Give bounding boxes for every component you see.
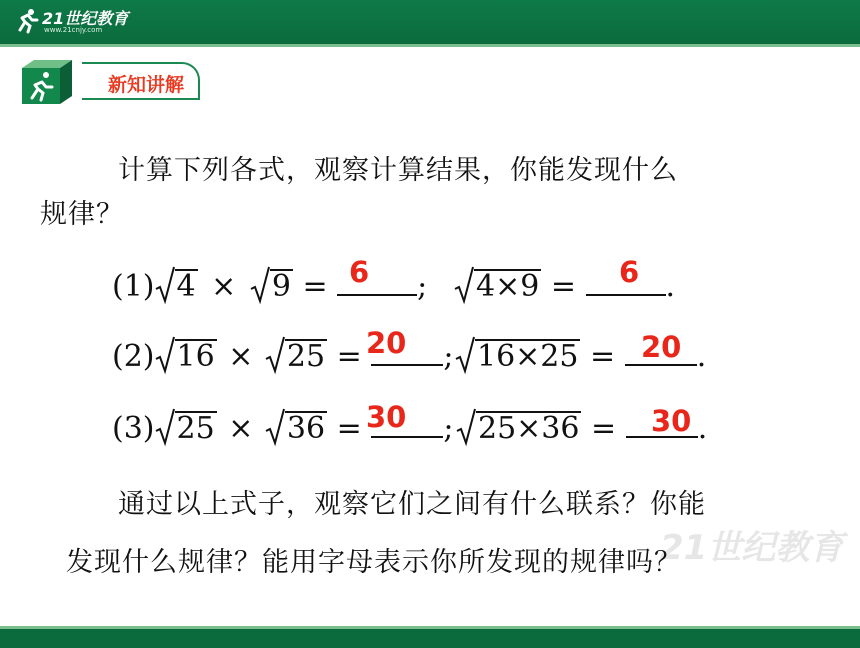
separator: ; [443,411,454,446]
logo-url: www.21cnjy.com [44,26,103,34]
answer-3-right: 30 [651,404,692,438]
radicand: 16 [176,339,215,374]
question-line-1: 通过以上式子，观察它们之间有什么联系？你能 [118,489,706,520]
top-banner [0,0,860,47]
sqrt-term [456,411,581,446]
radicand: 25 [286,339,326,374]
answer-3-left: 30 [366,400,407,434]
question-line-2: 发现什么规律？能用字母表示你所发现的规律吗？ [66,547,682,578]
radicand: 4 [176,269,196,304]
sqrt-term [454,269,541,304]
problem-2-left: (2) 16 × 25 = ; [112,339,454,374]
watermark-logo: 21世纪教育 [660,528,844,568]
problem-1-right: 4×9 = . [454,268,675,308]
intro-line-2: 规律？ [40,199,124,230]
problem-3-left: (3) 25 × 36 = ; [112,411,454,446]
sqrt-term [155,269,198,304]
problem-2-right: 16×25 = . [455,338,706,378]
radicand: 25 [176,411,215,446]
answer-1-left: 6 [349,255,370,289]
runner-icon [14,8,40,34]
intro-line-1: 计算下列各式，观察计算结果，你能发现什么 [118,155,678,186]
separator: ; [417,269,428,304]
terminator: . [697,411,708,446]
sqrt-term [265,411,327,446]
terminator: . [665,269,676,304]
problem-label: (2) [112,339,155,374]
sqrt-term [155,411,217,446]
answer-2-right: 20 [641,330,682,364]
radicand: 4×9 [476,269,540,304]
brand-logo[interactable] [14,4,134,40]
problem-3-right: 25×36 = . [456,410,707,450]
sqrt-term [250,269,293,304]
radicand: 36 [286,411,326,446]
answer-2-left: 20 [366,326,407,360]
radicand: 9 [271,269,291,304]
radicand: 16×25 [477,339,579,374]
problem-label: (1) [112,269,155,304]
sqrt-term [265,339,327,374]
separator: ; [443,339,454,374]
sqrt-term [155,339,217,374]
cube-runner-icon [20,58,82,106]
answer-1-right: 6 [619,255,640,289]
section-title: 新知讲解 [108,74,185,96]
sqrt-term [455,339,580,374]
logo-text: 21世纪教育 [42,9,129,28]
radicand: 25×36 [478,411,580,446]
problem-label: (3) [112,411,155,446]
terminator: . [696,339,707,374]
section-header [20,58,210,106]
problem-1-left: (1) 4 × 9 = ; [112,269,428,304]
